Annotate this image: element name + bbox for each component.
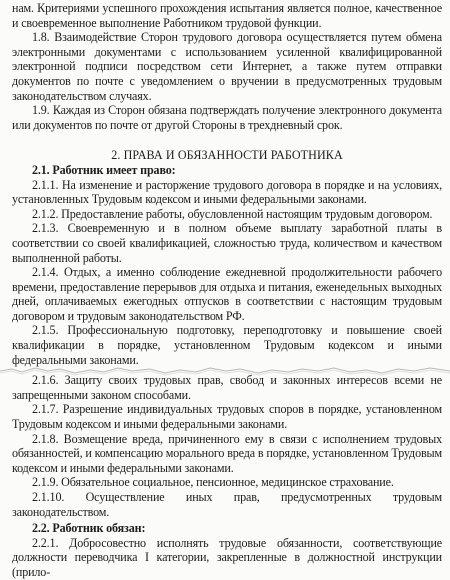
paragraph-2-1-10: 2.1.10. Осуществление иных прав, предусмотренных трудовым законодательством. [12,490,442,519]
paragraph-2-1-9: 2.1.9. Обязательное социальное, пенсионное, медицинское страхование. [32,475,394,490]
paragraph-2-1-1: 2.1.1. На изменение и расторжение трудового договора в порядке и на условиях, установленных Трудовым кодексом и иными федеральными законами. [12,177,442,207]
paragraph-2-1-8: 2.1.8. Возмещение вреда, причиненного ему в связи с исполнением трудовых обязанностей, и компенсацию морального вреда в порядке, установленном Трудовым кодексом и иными федеральными законами. [12,431,442,475]
paragraph-1-8: 1.8. Взаимодействие Сторон трудового договора осуществляется путем обмена электронными документами с использованием усиленной квалифицированной электронной подписи посредством сети Интернет, а также путем отправки документов по почте с уведомлением о вручении в предусмотренных трудовым законодательством случаях. [12,30,442,103]
subheading-2-1: 2.1. Работник имеет право: [32,162,176,177]
paragraph-2-1-6: 2.1.6. Защиту своих трудовых прав, свобод и законных интересов всеми не запрещенными законом способами. [12,373,442,402]
paragraph-2-1-7: 2.1.7. Разрешение индивидуальных трудовых споров в порядке, установленном Трудовым кодексом и иными федеральными законами. [12,402,442,432]
section-title: 2. ПРАВА И ОБЯЗАННОСТИ РАБОТНИКА [111,148,343,163]
document-body [12,0,442,580]
paragraph-2-2-1: 2.2.1. Добросовестно исполнять трудовые обязанности, соответствующие должности переводчика I категории, закрепленные в должностной инструкции (прило- [12,535,442,579]
paragraph-2-1-3: 2.1.3. Своевременную и в полном объеме выплату заработной платы в соответствии со своей квалификацией, сложностью труда, количеством и качеством выполненной работы. [12,221,442,265]
paragraph-1-7-tail: нам. Критериями успешного прохождения испытания является полное, качественное и своевременное выполнение Работником трудовой функции. [12,1,442,30]
paragraph-2-1-2: 2.1.2. Предоставление работы, обусловленной настоящим трудовым договором. [32,206,433,221]
paragraph-2-1-4: 2.1.4. Отдых, а именно соблюдение ежедневной продолжительности рабочего времени, предоставление перерывов для отдыха и питания, еженедельных выходных дней, оплачиваемых ежегодных отпусков в соответствии с настоящим трудовым договором и трудовым законодательством РФ. [12,265,442,323]
paragraph-2-1-5: 2.1.5. Профессиональную подготовку, переподготовку и повышение своей квалификации в порядке, установленном Трудовым кодексом и иными федеральными законами. [12,323,442,367]
paragraph-1-9: 1.9. Каждая из Сторон обязана подтверждать получение электронного документа или документов по почте от другой Стороны в трехдневный срок. [12,103,442,132]
subheading-2-2: 2.2. Работник обязан: [32,521,146,536]
